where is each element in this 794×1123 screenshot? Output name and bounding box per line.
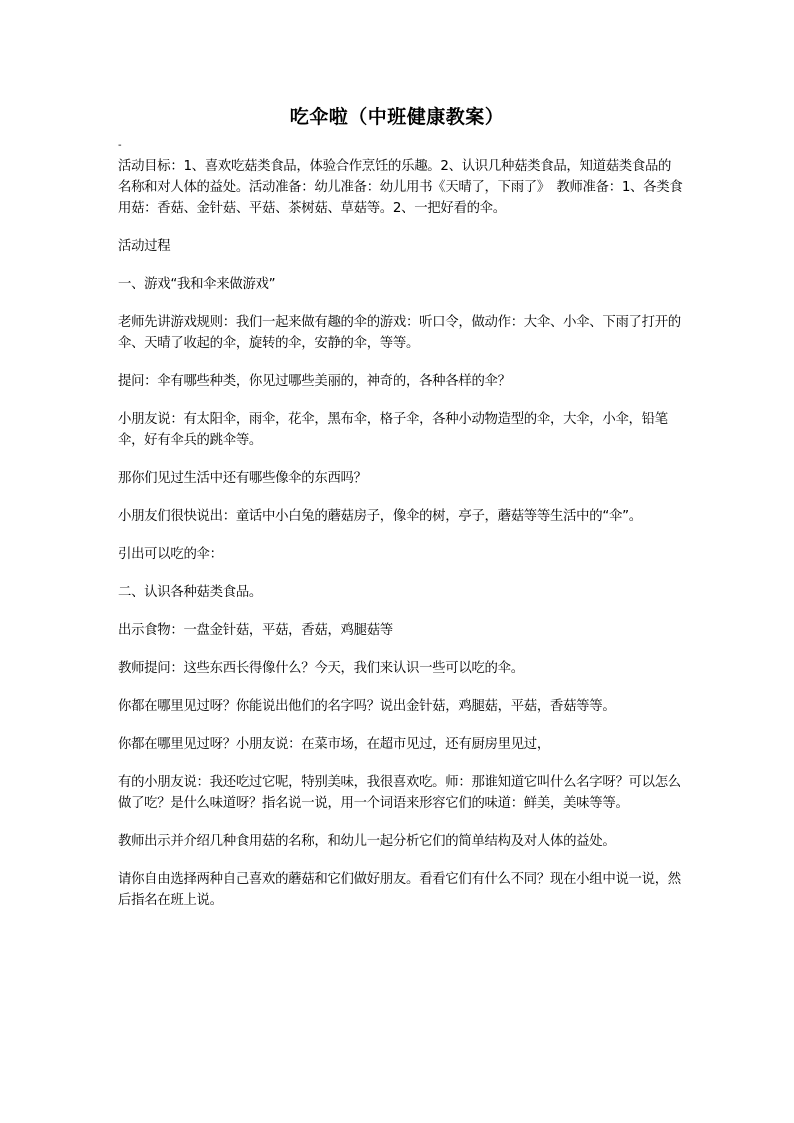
section-marker: - <box>118 140 122 151</box>
paragraph-teacher-introduce: 教师出示并介绍几种食用菇的名称，和幼儿一起分析它们的简单结构及对人体的益处。 <box>118 834 616 849</box>
paragraph-choose-mushrooms: 请你自由选择两种自己喜欢的蘑菇和它们做好朋友。看看它们有什么不同？现在小组中说一说，然后指名在班上说。 <box>118 872 681 908</box>
paragraph-children-quick-answer: 小朋友们很快说出：童话中小白兔的蘑菇房子，像伞的树，亭子，蘑菇等等生活中的“伞”。 <box>118 509 642 524</box>
paragraph-tasted-discussion: 有的小朋友说：我还吃过它呢，特别美味，我很喜欢吃。师：那谁知道它叫什么名字呀？可以怎么做了吃？是什么味道呀？指名说一说，用一个词语来形容它们的味道：鲜美，美味等等。 <box>118 775 681 811</box>
document-title: 吃伞啦（中班健康教案） <box>289 106 505 128</box>
document-body <box>118 156 684 911</box>
paragraph-process-heading: 活动过程 <box>118 239 171 254</box>
paragraph-question-umbrella-like: 那你们见过生活中还有哪些像伞的东西吗？ <box>118 471 367 486</box>
paragraph-edible-umbrella-intro: 引出可以吃的伞： <box>118 547 223 562</box>
paragraph-section-one-heading: 一、游戏“我和伞来做游戏” <box>118 277 276 292</box>
paragraph-children-answer: 小朋友说：有太阳伞，雨伞，花伞，黑布伞，格子伞，各种小动物造型的伞，大伞，小伞，铅笔伞，好有伞兵的跳伞等。 <box>118 412 668 448</box>
paragraph-where-seen-names: 你都在哪里见过呀？你能说出他们的名字吗？说出金针菇，鸡腿菇，平菇，香菇等等。 <box>118 699 616 714</box>
paragraph-show-food: 出示食物：一盘金针菇，平菇，香菇，鸡腿菇等 <box>118 623 393 638</box>
paragraph-teacher-question: 教师提问：这些东西长得像什么？今天，我们来认识一些可以吃的伞。 <box>118 661 524 676</box>
paragraph-question-umbrella-types: 提问：伞有哪些种类，你见过哪些美丽的，神奇的，各种各样的伞？ <box>118 374 511 389</box>
paragraph-where-seen-answer: 你都在哪里见过呀？小朋友说：在菜市场，在超市见过，还有厨房里见过， <box>118 737 550 752</box>
paragraph-section-two-heading: 二、认识各种菇类食品。 <box>118 585 262 600</box>
paragraph-objectives: 活动目标：1、喜欢吃菇类食品，体验合作烹饪的乐趣。2、认识几种菇类食品，知道菇类食品的名称和对人体的益处。活动准备：幼儿准备：幼儿用书《天晴了，下雨了》 教师准备：1、各类食用菇：香菇、金针菇、平菇、茶树菇、草菇等。2、一把好看的伞。 <box>118 159 683 216</box>
paragraph-game-rules: 老师先讲游戏规则：我们一起来做有趣的伞的游戏：听口令，做动作：大伞、小伞、下雨了打开的伞、天晴了收起的伞，旋转的伞，安静的伞，等等。 <box>118 315 681 351</box>
